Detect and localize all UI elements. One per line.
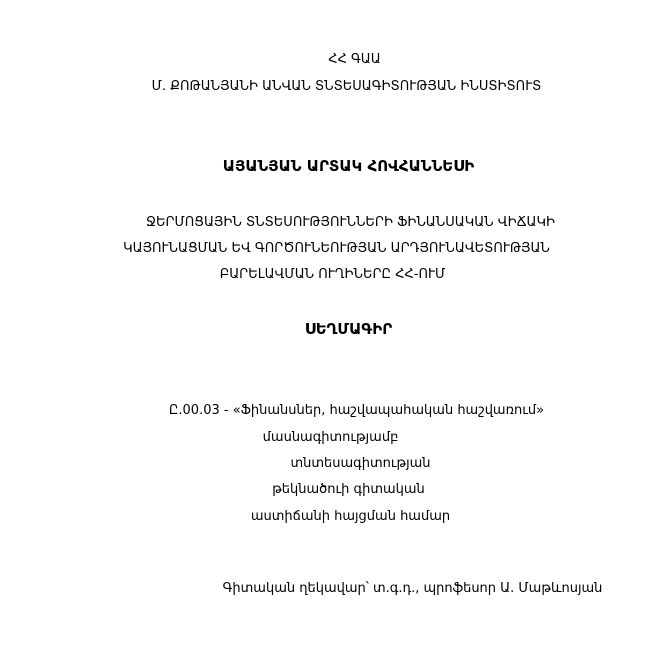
author-name: ԱՅԱՆՅԱՆ ԱՐՏԱԿ ՀՈՎՀԱՆՆԵՍԻ: [222, 157, 475, 175]
document-type-heading: ՍԵՂՄԱԳԻՐ: [304, 320, 393, 338]
specialty-line-2: մասնագիտությամբ: [262, 430, 399, 445]
institution-short: ՀՀ ԳԱԱ: [328, 52, 381, 67]
thesis-topic-line-1: ՋԵՐՄՈՑԱՅԻՆ ՏՆՏԵՍՈՒԹՅՈՒՆՆԵՐԻ ՖԻՆԱՆՍԱԿԱՆ ՎԻՃԱԿԻ: [145, 215, 555, 230]
specialty-code: Ը.00.03 - «Ֆինանսներ, հաշվապահական հաշվառում»: [168, 403, 545, 418]
thesis-topic-line-3: ԲԱՐԵԼԱՎՄԱՆ ՈՒՂԻՆԵՐԸ ՀՀ-ՈՒՄ: [219, 267, 446, 282]
specialty-line-3: տնտեսագիտության: [290, 456, 431, 471]
specialty-line-4: թեկնածուի գիտական: [272, 482, 425, 497]
specialty-line-5: աստիճանի հայցման համար: [250, 509, 451, 524]
supervisor-line: Գիտական ղեկավար՝ տ.գ.դ., պրոֆեսոր Ա. Մաթևոսյան: [222, 581, 603, 596]
institution-full: Մ. ՔՈԹԱՆՅԱՆԻ ԱՆՎԱՆ ՏՆՏԵՍԱԳԻՏՈՒԹՅԱՆ ԻՆՍՏԻՏՈՒՏ: [151, 79, 542, 94]
thesis-topic-line-2: ԿԱՅՈՒՆԱՑՄԱՆ ԵՎ ԳՈՐԾՈՒՆԵՈՒԹՅԱՆ ԱՐԴՅՈՒՆԱՎԵՏՈՒԹՅԱՆ: [123, 241, 550, 256]
